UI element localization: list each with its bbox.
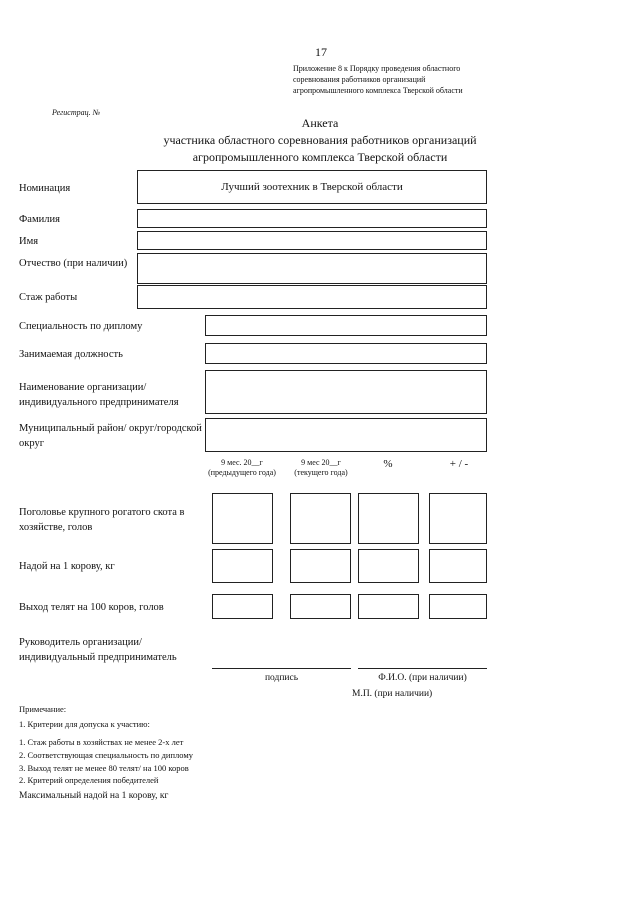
- form-subtitle-1: участника областного соревнования работников организаций: [163, 133, 477, 147]
- surname-label: Фамилия: [19, 214, 60, 225]
- note-item: 1. Стаж работы в хозяйствах не менее 2-х лет: [19, 737, 184, 747]
- cattle-difference-cell[interactable]: [429, 493, 487, 544]
- form-title: Анкета: [301, 116, 339, 130]
- notes-heading: Примечание:: [19, 704, 67, 714]
- registration-number: Регистрац. №: [52, 108, 101, 117]
- milk-current-cell[interactable]: [290, 549, 351, 583]
- specialty-field[interactable]: [205, 315, 487, 336]
- appendix-note: Приложение 8 к Порядку проведения областного соревнования работников организаций агропромышленного комплекса Тверской области: [293, 64, 463, 95]
- surname-field[interactable]: [137, 209, 487, 228]
- column-header-previous-year: 9 мес. 20__г (предыдущего года): [208, 458, 276, 477]
- signature-caption: подпись: [264, 673, 299, 683]
- name-field[interactable]: [137, 231, 487, 250]
- calves-percent-cell[interactable]: [358, 594, 419, 619]
- position-field[interactable]: [205, 343, 487, 364]
- head-label: Руководитель организации/ индивидуальный предприниматель: [19, 637, 177, 663]
- note-item: 1. Критерии для допуска к участию:: [19, 719, 150, 729]
- note-item: 2. Критерий определения победителей: [19, 775, 159, 785]
- form-subtitle-2: агропромышленного комплекса Тверской области: [192, 150, 448, 164]
- row-label-milk-yield: Надой на 1 корову, кг: [19, 561, 115, 572]
- column-header-current-year: 9 мес 20__г (текущего года): [294, 458, 348, 477]
- signature-line[interactable]: [212, 668, 351, 669]
- column-header-percent: %: [383, 458, 393, 470]
- row-label-calves: Выход телят на 100 коров, голов: [19, 602, 164, 613]
- note-item: Максимальный надой на 1 корову, кг: [19, 791, 169, 801]
- note-item: 3. Выход телят не менее 80 телят/ на 100 коров: [19, 763, 189, 773]
- cattle-percent-cell[interactable]: [358, 493, 419, 544]
- note-item: 2. Соответствующая специальность по диплому: [19, 750, 193, 760]
- nomination-field[interactable]: [137, 170, 487, 204]
- nomination-value: Лучший зоотехник в Тверской области: [221, 181, 403, 193]
- organization-label: Наименование организации/ индивидуального предпринимателя: [19, 382, 179, 408]
- cattle-previous-cell[interactable]: [212, 493, 273, 544]
- specialty-label: Специальность по диплому: [19, 321, 143, 332]
- calves-difference-cell[interactable]: [429, 594, 487, 619]
- nomination-label: Номинация: [19, 183, 71, 194]
- milk-percent-cell[interactable]: [358, 549, 419, 583]
- name-label: Имя: [19, 236, 39, 247]
- experience-label: Стаж работы: [19, 292, 78, 303]
- fio-caption: Ф.И.О. (при наличии): [378, 673, 467, 683]
- column-header-difference: + / -: [449, 458, 469, 470]
- page-number: 17: [315, 45, 327, 59]
- milk-previous-cell[interactable]: [212, 549, 273, 583]
- district-label: Муниципальный район/ округ/городской округ: [19, 423, 202, 449]
- patronymic-field[interactable]: [137, 253, 487, 284]
- experience-field[interactable]: [137, 285, 487, 309]
- calves-current-cell[interactable]: [290, 594, 351, 619]
- cattle-current-cell[interactable]: [290, 493, 351, 544]
- fio-line[interactable]: [358, 668, 487, 669]
- row-label-cattle: Поголовье крупного рогатого скота в хозяйстве, голов: [19, 507, 185, 533]
- stamp-caption: М.П. (при наличии): [352, 689, 433, 699]
- position-label: Занимаемая должность: [19, 349, 123, 360]
- organization-field[interactable]: [205, 370, 487, 414]
- patronymic-label: Отчество (при наличии): [19, 258, 128, 269]
- calves-previous-cell[interactable]: [212, 594, 273, 619]
- milk-difference-cell[interactable]: [429, 549, 487, 583]
- district-field[interactable]: [205, 418, 487, 452]
